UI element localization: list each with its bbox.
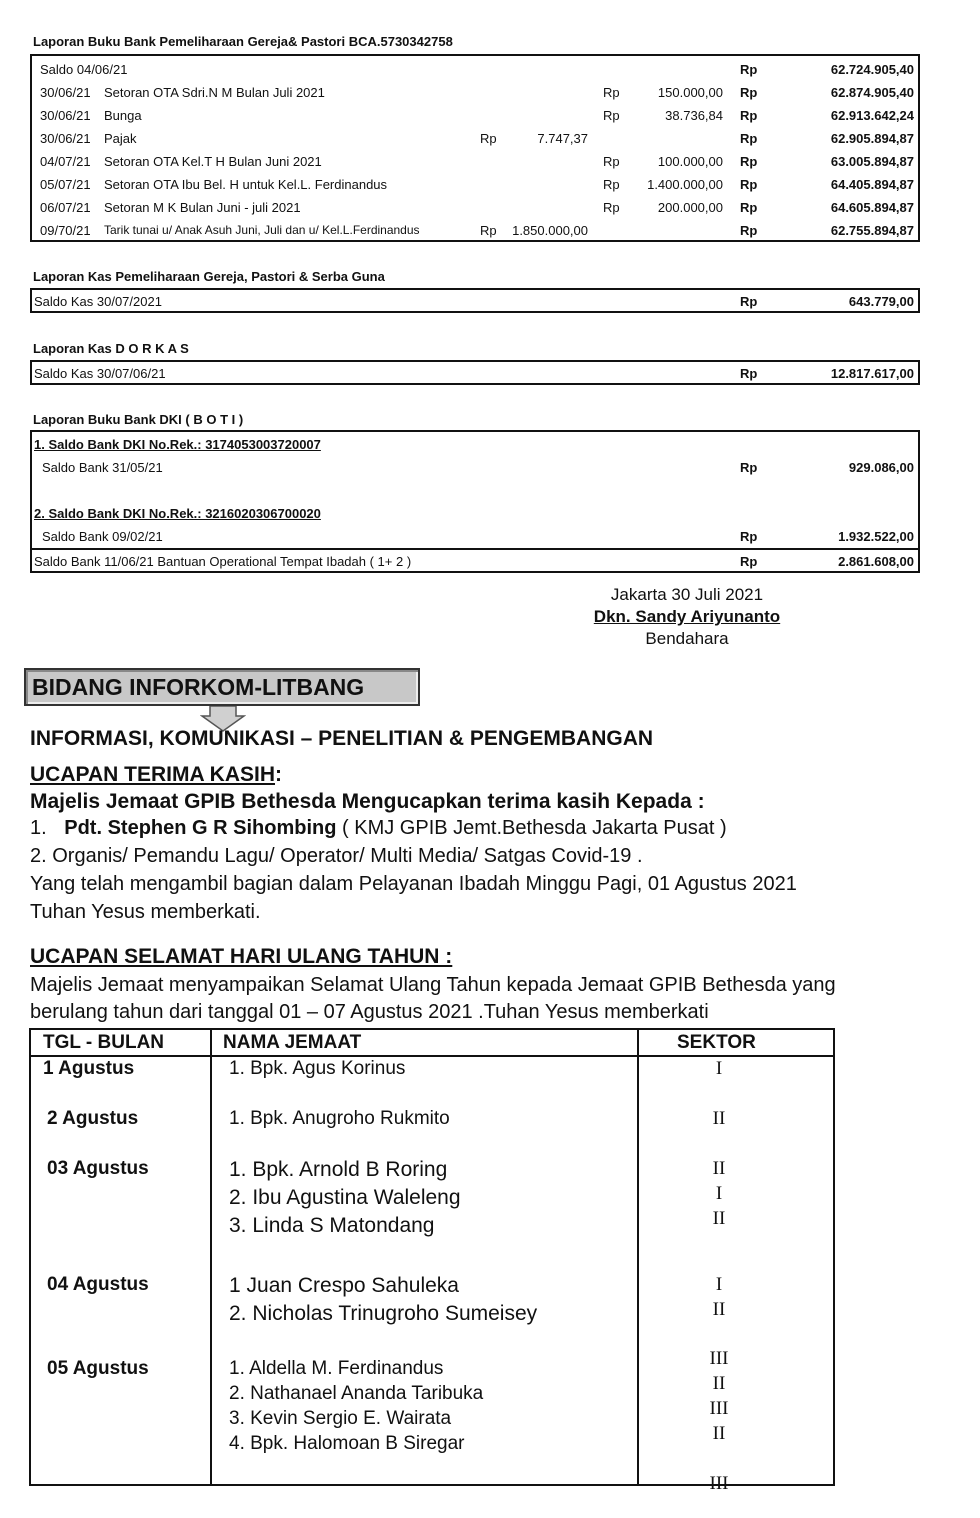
column-divider [637, 1030, 639, 1484]
bca-row-credit: 100.000,00 [657, 154, 723, 169]
bca-row-balance: 62.755.894,87 [830, 223, 914, 238]
bca-row-debit: 7.747,37 [537, 131, 588, 146]
bca-row-credit: 38.736,84 [665, 108, 723, 123]
bca-row-date: 30/06/21 [40, 85, 91, 100]
bca-row-credit-rp: Rp [603, 177, 620, 192]
birthday-member-name: 2. Nathanael Ananda Taribuka [229, 1383, 484, 1404]
birthday-date: 2 Agustus [47, 1108, 139, 1129]
birthday-sector: III [709, 1473, 729, 1494]
bca-section-title: Laporan Buku Bank Pemeliharaan Gereja& Pastori BCA.5730342758 [33, 34, 453, 49]
bca-row-date: 30/06/21 [40, 108, 91, 123]
inforkom-banner: BIDANG INFORKOM-LITBANG [24, 668, 420, 706]
birthday-sector: III [709, 1398, 729, 1419]
bca-row-balance-rp: Rp [740, 131, 758, 146]
birthday-date: 03 Agustus [47, 1158, 149, 1179]
bca-row-balance: 62.724.905,40 [830, 62, 914, 77]
kas-dorkas-value: 12.817.617,00 [830, 366, 914, 381]
bca-ledger-row [32, 173, 918, 196]
birthday-member-name: 2. Ibu Agustina Waleleng [229, 1186, 461, 1209]
birthday-member-name: 1. Aldella M. Ferdinandus [229, 1358, 444, 1379]
bca-ledger-table [30, 54, 920, 242]
thanks-line-4: Tuhan Yesus memberkati. [30, 901, 261, 923]
bca-row-balance-rp: Rp [740, 108, 758, 123]
bca-ledger-row [32, 219, 918, 242]
birthday-date: 05 Agustus [47, 1358, 149, 1379]
bca-row-debit: 1.850.000,00 [512, 223, 588, 238]
signature-name: Dkn. Sandy Ariyunanto [593, 607, 781, 626]
dki-account1-value: 929.086,00 [848, 460, 914, 475]
birthday-member-name: 1. Bpk. Agus Korinus [229, 1058, 406, 1079]
bca-row-credit-rp: Rp [603, 85, 620, 100]
bca-row-description: Setoran OTA Ibu Bel. H untuk Kel.L. Ferdinandus [104, 177, 388, 192]
birthday-intro-1: Majelis Jemaat menyampaikan Selamat Ulang Tahun kepada Jemaat GPIB Bethesda yang [30, 974, 836, 996]
bca-row-description: Bunga [104, 108, 142, 123]
signature-role: Bendahara [645, 629, 729, 648]
dki-account1-rp: Rp [740, 460, 758, 475]
thanks-item-1-detail: ( KMJ GPIB Jemt.Bethesda Jakarta Pusat ) [336, 817, 727, 839]
bca-row-debit-rp: Rp [480, 223, 497, 238]
birthday-member-name: 3. Linda S Matondang [229, 1214, 435, 1237]
dki-account2-rp: Rp [740, 529, 758, 544]
thanks-item-2: 2. Organis/ Pemandu Lagu/ Operator/ Multi Media/ Satgas Covid-19 . [30, 845, 643, 867]
kas-dorkas-rp: Rp [740, 366, 758, 381]
bca-ledger-row [32, 104, 918, 127]
bca-row-balance-rp: Rp [740, 62, 758, 77]
thanks-heading-text: UCAPAN TERIMA KASIH [30, 763, 275, 786]
thanks-line-3: Yang telah mengambil bagian dalam Pelayanan Ibadah Minggu Pagi, 01 Agustus 2021 [30, 873, 797, 895]
bca-row-balance-rp: Rp [740, 177, 758, 192]
dki-account1-heading: 1. Saldo Bank DKI No.Rek.: 3174053003720007 [34, 437, 321, 452]
birthday-intro-2: berulang tahun dari tanggal 01 – 07 Agustus 2021 .Tuhan Yesus memberkati [30, 1001, 709, 1023]
kas-dorkas-box [30, 360, 920, 385]
bca-row-credit-rp: Rp [603, 200, 620, 215]
thanks-item-1-name: Pdt. Stephen G R Sihombing [64, 817, 337, 839]
bca-row-balance-rp: Rp [740, 85, 758, 100]
birthday-table [29, 1028, 835, 1494]
header-name: NAMA JEMAAT [223, 1032, 362, 1053]
dki-total-rp: Rp [740, 554, 758, 569]
bca-row-description: Tarik tunai u/ Anak Asuh Juni, Juli dan u/ Kel.L.Ferdinandus [104, 223, 420, 237]
birthday-sector: II [712, 1299, 726, 1320]
bca-ledger-row [32, 127, 918, 150]
birthday-sector: II [712, 1208, 726, 1229]
bca-row-credit-rp: Rp [603, 108, 620, 123]
thanks-heading [30, 763, 282, 787]
kas-pemeliharaan-value: 643.779,00 [848, 294, 914, 309]
birthday-date: 04 Agustus [47, 1274, 149, 1295]
bca-row-description: Pajak [104, 131, 137, 146]
birthday-member-name: 1 Juan Crespo Sahuleka [229, 1274, 459, 1297]
birthday-sector: I [715, 1058, 723, 1079]
dki-account2-value: 1.932.522,00 [838, 529, 914, 544]
column-divider [210, 1030, 212, 1484]
birthday-sector: II [712, 1108, 726, 1129]
bca-row-balance: 64.405.894,87 [830, 177, 914, 192]
birthday-sector: II [712, 1158, 726, 1179]
bca-row-date: 09/70/21 [40, 223, 91, 238]
bca-row-balance: 64.605.894,87 [830, 200, 914, 215]
bca-row-balance: 62.905.894,87 [830, 131, 914, 146]
bca-row-credit: 150.000,00 [657, 85, 723, 100]
bca-ledger-row [32, 150, 918, 173]
birthday-sector: II [712, 1373, 726, 1394]
bank-dki-title: Laporan Buku Bank DKI ( B O T I ) [33, 412, 244, 427]
kas-pemeliharaan-title: Laporan Kas Pemeliharaan Gereja, Pastori & Serba Guna [33, 269, 385, 284]
kas-pemeliharaan-rp: Rp [740, 294, 758, 309]
thanks-heading-colon: : [275, 763, 282, 786]
kas-pemeliharaan-label: Saldo Kas 30/07/2021 [34, 294, 162, 309]
bca-row-date: 06/07/21 [40, 200, 91, 215]
birthday-member-name: 3. Kevin Sergio E. Wairata [229, 1408, 452, 1429]
bca-row-description: Setoran OTA Sdri.N M Bulan Juli 2021 [104, 85, 325, 100]
bca-row-credit: 1.400.000,00 [647, 177, 723, 192]
kas-dorkas-title: Laporan Kas D O R K A S [33, 341, 189, 356]
dki-account1-label: Saldo Bank 31/05/21 [42, 460, 163, 475]
bca-ledger-row [32, 81, 918, 104]
birthday-sector: I [715, 1183, 723, 1204]
inforkom-subtitle: INFORMASI, KOMUNIKASI – PENELITIAN & PENGEMBANGAN [30, 727, 654, 750]
kas-pemeliharaan-box [30, 288, 920, 313]
bca-row-date: 30/06/21 [40, 131, 91, 146]
birthday-table-header [31, 1030, 833, 1057]
birthday-member-name: 1. Bpk. Arnold B Roring [229, 1158, 448, 1181]
bca-row-description: Setoran M K Bulan Juni - juli 2021 [104, 200, 301, 215]
bca-row-balance-rp: Rp [740, 223, 758, 238]
bca-row-date: Saldo 04/06/21 [40, 62, 128, 77]
birthday-sector: II [712, 1423, 726, 1444]
thanks-item-1-num: 1. [30, 817, 47, 839]
bca-row-balance: 62.913.642,24 [830, 108, 914, 123]
dki-account2-heading: 2. Saldo Bank DKI No.Rek.: 3216020306700020 [34, 506, 321, 521]
bca-row-credit: 200.000,00 [657, 200, 723, 215]
dki-total-label: Saldo Bank 11/06/21 Bantuan Operational Tempat Ibadah ( 1+ 2 ) [34, 554, 412, 569]
bca-ledger-row [32, 196, 918, 219]
bca-row-balance-rp: Rp [740, 200, 758, 215]
bca-row-debit-rp: Rp [480, 131, 497, 146]
signature-place-date: Jakarta 30 Juli 2021 [610, 585, 764, 604]
birthday-sector: III [709, 1348, 729, 1369]
birthday-heading: UCAPAN SELAMAT HARI ULANG TAHUN : [30, 945, 453, 968]
birthday-member-name: 4. Bpk. Halomoan B Siregar [229, 1433, 465, 1454]
bca-row-description: Setoran OTA Kel.T H Bulan Juni 2021 [104, 154, 322, 169]
bca-row-balance: 62.874.905,40 [830, 85, 914, 100]
header-sector: SEKTOR [677, 1032, 756, 1053]
birthday-member-name: 2. Nicholas Trinugroho Sumeisey [229, 1302, 538, 1325]
bca-row-balance: 63.005.894,87 [830, 154, 914, 169]
thanks-item-1 [30, 817, 727, 840]
bca-row-balance-rp: Rp [740, 154, 758, 169]
kas-dorkas-label: Saldo Kas 30/07/06/21 [34, 366, 166, 381]
header-date: TGL - BULAN [43, 1032, 165, 1053]
dki-account2-label: Saldo Bank 09/02/21 [42, 529, 163, 544]
dki-total-value: 2.861.608,00 [838, 554, 914, 569]
bca-row-date: 04/07/21 [40, 154, 91, 169]
bca-row-credit-rp: Rp [603, 154, 620, 169]
bca-row-date: 05/07/21 [40, 177, 91, 192]
bank-dki-box [30, 430, 920, 573]
bca-ledger-row [32, 58, 918, 81]
thanks-intro: Majelis Jemaat GPIB Bethesda Mengucapkan terima kasih Kepada : [30, 790, 705, 813]
birthday-date: 1 Agustus [43, 1058, 135, 1079]
birthday-member-name: 1. Bpk. Anugroho Rukmito [229, 1108, 450, 1129]
birthday-sector: I [715, 1274, 723, 1295]
